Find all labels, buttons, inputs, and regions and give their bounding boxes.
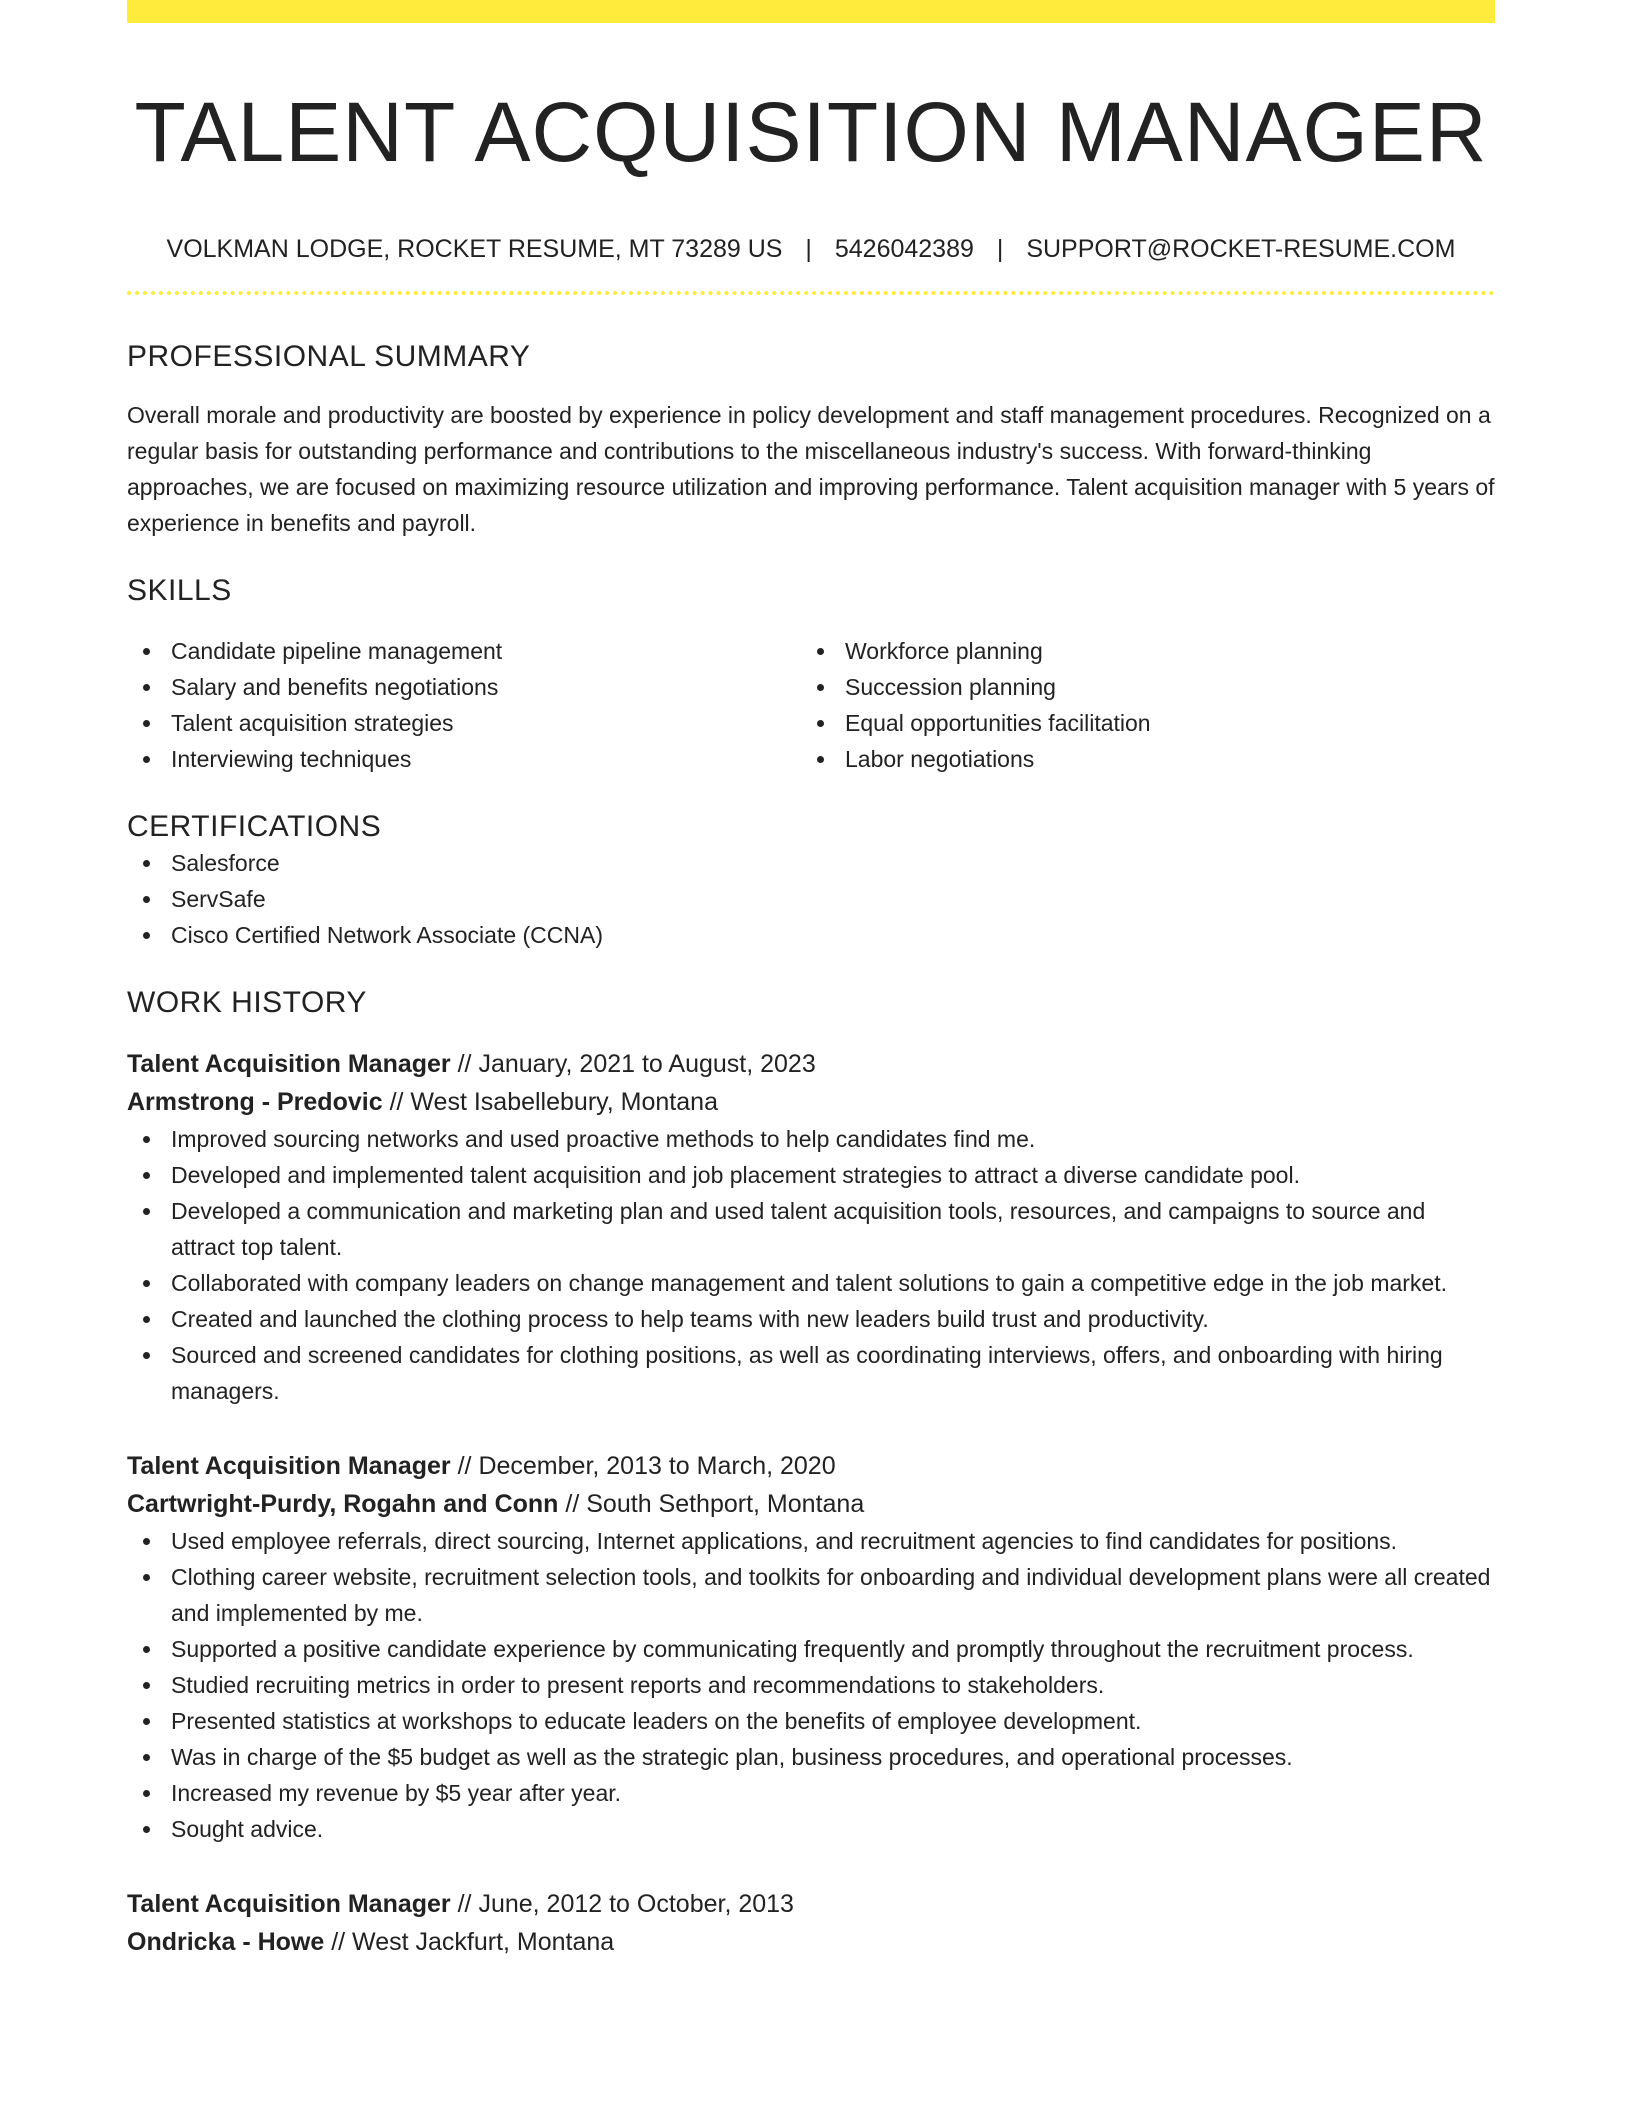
job-entry bbox=[127, 1447, 1495, 1847]
skill-item: Candidate pipeline management bbox=[127, 633, 801, 669]
certifications-list bbox=[127, 845, 1495, 953]
job-bullet: Created and launched the clothing process to help teams with new leaders build trust and productivity. bbox=[127, 1301, 1495, 1337]
job-bullet: Clothing career website, recruitment selection tools, and toolkits for onboarding and individual development plans were all created and implemented by me. bbox=[127, 1559, 1495, 1631]
job-company-line bbox=[127, 1923, 1495, 1961]
skill-item: Interviewing techniques bbox=[127, 741, 801, 777]
job-dates: // January, 2021 to August, 2023 bbox=[457, 1050, 816, 1079]
top-accent-bar bbox=[127, 0, 1495, 23]
job-title-line bbox=[127, 1885, 1495, 1923]
certification-item: Salesforce bbox=[127, 845, 1495, 881]
certification-item: ServSafe bbox=[127, 881, 1495, 917]
job-title: Talent Acquisition Manager bbox=[127, 1890, 451, 1919]
skill-item: Salary and benefits negotiations bbox=[127, 669, 801, 705]
job-bullet: Studied recruiting metrics in order to present reports and recommendations to stakeholders. bbox=[127, 1667, 1495, 1703]
job-company: Armstrong - Predovic bbox=[127, 1088, 383, 1117]
work-history-heading: WORK HISTORY bbox=[127, 986, 367, 1020]
job-title-line bbox=[127, 1447, 1495, 1485]
skills-heading: SKILLS bbox=[127, 574, 232, 608]
job-bullet: Was in charge of the $5 budget as well as the strategic plan, business procedures, and operational processes. bbox=[127, 1739, 1495, 1775]
skill-item: Talent acquisition strategies bbox=[127, 705, 801, 741]
job-location: // West Isabellebury, Montana bbox=[389, 1088, 718, 1117]
contact-email: SUPPORT@ROCKET-RESUME.COM bbox=[1026, 235, 1456, 264]
contact-separator: | bbox=[996, 235, 1004, 264]
contact-address: VOLKMAN LODGE, ROCKET RESUME, MT 73289 US bbox=[166, 235, 783, 264]
resume-title: TALENT ACQUISITION MANAGER bbox=[134, 85, 1488, 179]
job-company: Ondricka - Howe bbox=[127, 1928, 325, 1957]
job-title: Talent Acquisition Manager bbox=[127, 1452, 451, 1481]
skill-item: Workforce planning bbox=[801, 633, 1475, 669]
summary-heading: PROFESSIONAL SUMMARY bbox=[127, 340, 531, 374]
job-location: // South Sethport, Montana bbox=[565, 1490, 865, 1519]
skills-left-list bbox=[127, 633, 801, 777]
job-company-line bbox=[127, 1485, 1495, 1523]
job-location: // West Jackfurt, Montana bbox=[331, 1928, 615, 1957]
resume-content bbox=[127, 0, 1495, 1961]
job-dates: // June, 2012 to October, 2013 bbox=[457, 1890, 794, 1919]
job-company: Cartwright-Purdy, Rogahn and Conn bbox=[127, 1490, 559, 1519]
skill-item: Labor negotiations bbox=[801, 741, 1475, 777]
job-bullet: Presented statistics at workshops to educate leaders on the benefits of employee development. bbox=[127, 1703, 1495, 1739]
job-bullet: Sourced and screened candidates for clothing positions, as well as coordinating interviews, offers, and onboarding with hiring managers. bbox=[127, 1337, 1495, 1409]
job-entry bbox=[127, 1885, 1495, 1961]
job-title: Talent Acquisition Manager bbox=[127, 1050, 451, 1079]
job-bullet: Developed a communication and marketing plan and used talent acquisition tools, resources, and campaigns to source and attract top talent. bbox=[127, 1193, 1495, 1265]
job-bullet: Supported a positive candidate experience by communicating frequently and promptly throughout the recruitment process. bbox=[127, 1631, 1495, 1667]
summary-text: Overall morale and productivity are boosted by experience in policy development and staff management procedures. Recognized on a regular basis for outstanding performance and contributions to the miscellaneous industry's success. With forward-thinking approaches, we are focused on maximizing resource utilization and improving performance. Talent acquisition manager with 5 years of experience in benefits and payroll. bbox=[127, 402, 1495, 537]
job-bullet: Developed and implemented talent acquisition and job placement strategies to attract a diverse candidate pool. bbox=[127, 1157, 1495, 1193]
job-bullet: Sought advice. bbox=[127, 1811, 1495, 1847]
job-bullet: Increased my revenue by $5 year after year. bbox=[127, 1775, 1495, 1811]
job-dates: // December, 2013 to March, 2020 bbox=[457, 1452, 836, 1481]
contact-line bbox=[127, 234, 1495, 264]
job-title-line bbox=[127, 1045, 1495, 1083]
job-bullet: Collaborated with company leaders on change management and talent solutions to gain a competitive edge in the job market. bbox=[127, 1265, 1495, 1301]
skills-columns bbox=[127, 633, 1495, 777]
certification-item: Cisco Certified Network Associate (CCNA) bbox=[127, 917, 1495, 953]
skill-item: Succession planning bbox=[801, 669, 1475, 705]
job-bullet-list bbox=[127, 1121, 1495, 1409]
job-bullet-list bbox=[127, 1523, 1495, 1847]
dotted-divider bbox=[127, 291, 1495, 295]
skills-right-list bbox=[801, 633, 1475, 777]
contact-separator: | bbox=[805, 235, 812, 264]
job-company-line bbox=[127, 1083, 1495, 1121]
certifications-heading: CERTIFICATIONS bbox=[127, 810, 382, 844]
contact-phone: 5426042389 bbox=[834, 235, 974, 264]
job-bullet: Used employee referrals, direct sourcing, Internet applications, and recruitment agencies to find candidates for positions. bbox=[127, 1523, 1495, 1559]
skill-item: Equal opportunities facilitation bbox=[801, 705, 1475, 741]
job-bullet: Improved sourcing networks and used proactive methods to help candidates find me. bbox=[127, 1121, 1495, 1157]
job-entry bbox=[127, 1045, 1495, 1409]
